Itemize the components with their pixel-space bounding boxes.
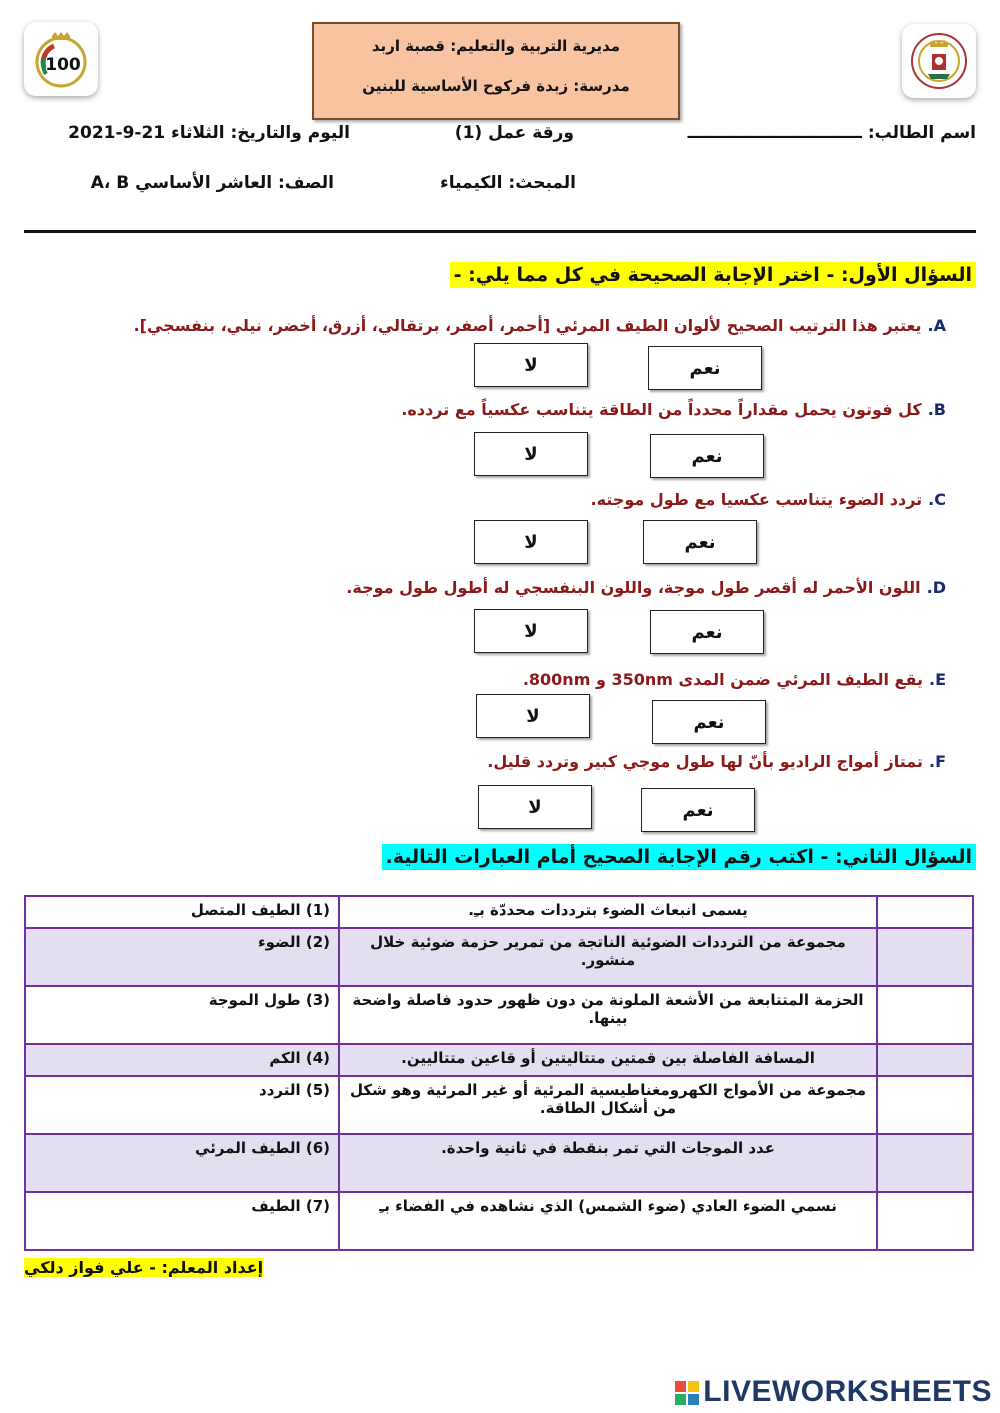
statement-cell: مجموعة من الترددات الضوئية الناتجة من تمرير حزمة ضوئية خلال منشور. <box>339 928 877 986</box>
item-text: تمتاز أمواج الراديو بأنّ لها طول موجي كبير وتردد قليل. <box>487 752 923 771</box>
worksheet-number: ورقة عمل (1) <box>454 123 574 143</box>
q1-e-no-box[interactable]: لا <box>476 694 590 738</box>
statement-cell: نسمي الضوء العادي (ضوء الشمس) الذي نشاهده في الفضاء بـِ <box>339 1192 877 1250</box>
answer-cell[interactable] <box>877 1044 973 1076</box>
item-letter: D. <box>926 578 946 597</box>
table-row <box>25 1044 973 1076</box>
statement-cell: عدد الموجات التي تمر بنقطة في ثانية واحدة. <box>339 1134 877 1192</box>
q1-a-no-box[interactable]: لا <box>474 343 588 387</box>
q1-item-a <box>134 316 946 335</box>
centennial-emblem-icon <box>30 28 92 90</box>
liveworksheets-watermark <box>675 1375 992 1409</box>
item-letter: E. <box>928 670 946 689</box>
item-text: تردد الضوء يتناسب عكسيا مع طول موجته. <box>590 490 923 509</box>
q1-b-no-box[interactable]: لا <box>474 432 588 476</box>
statement-cell: مجموعة من الأمواج الكهرومغناطيسية المرئية أو غير المرئية وهو شكل من أشكال الطاقة. <box>339 1076 877 1134</box>
q1-c-yes-box[interactable]: نعم <box>643 520 757 564</box>
q1-f-yes-box[interactable]: نعم <box>641 788 755 832</box>
matching-table <box>24 895 974 1251</box>
watermark-text: LIVEWORKSHEETS <box>703 1375 992 1408</box>
q1-d-yes-box[interactable]: نعم <box>650 610 764 654</box>
q1-title: السؤال الأول: - اختر الإجابة الصحيحة في كل مما يلي: - <box>450 262 976 288</box>
q1-e-yes-box[interactable]: نعم <box>652 700 766 744</box>
answer-cell[interactable] <box>877 1076 973 1134</box>
table-row <box>25 1076 973 1134</box>
q1-c-no-box[interactable]: لا <box>474 520 588 564</box>
table-row <box>25 986 973 1044</box>
answer-cell[interactable] <box>877 928 973 986</box>
item-text: اللون الأحمر له أقصر طول موجة، واللون البنفسجي له أطول طول موجة. <box>346 578 921 597</box>
item-letter: A. <box>927 316 946 335</box>
q1-item-e <box>523 670 946 689</box>
q1-b-yes-box[interactable]: نعم <box>650 434 764 478</box>
school-header <box>312 22 680 120</box>
q1-a-yes-box[interactable]: نعم <box>648 346 762 390</box>
teacher-credit: إعداد المعلم: - علي فواز دلكي <box>24 1258 264 1277</box>
subject-line: المبحث: الكيمياء <box>440 173 576 193</box>
student-name-field[interactable]: اسم الطالب: ــــــــــــــــــــــــــــــ <box>687 123 976 143</box>
school-name: مدرسة: زبدة فركوح الأساسية للبنين <box>362 77 630 95</box>
centennial-number: 100 <box>45 55 81 75</box>
item-text: يقع الطيف المرئي ضمن المدى 350nm و 800nm. <box>522 670 923 689</box>
header-divider <box>24 230 976 233</box>
item-letter: B. <box>927 400 946 419</box>
ministry-crest-icon <box>908 30 970 92</box>
date-line: اليوم والتاريخ: الثلاثاء 21-9-2021 <box>68 123 350 143</box>
term-cell: (1) الطيف المتصل <box>25 896 339 928</box>
term-cell: (5) التردد <box>25 1076 339 1134</box>
table-row <box>25 896 973 928</box>
item-text: يعتبر هذا الترتيب الصحيح لألوان الطيف المرئي [أحمر، أصفر، برتقالي، أزرق، أخضر، نيلي، بنفسجي]. <box>133 316 922 335</box>
item-text: كل فوتون يحمل مقداراً محدداً من الطاقة يتناسب عكسياً مع تردده. <box>401 400 922 419</box>
q1-item-d <box>346 578 946 597</box>
statement-cell: يسمى انبعاث الضوء بترددات محددّة بـِ. <box>339 896 877 928</box>
statement-cell: الحزمة المتتابعة من الأشعة الملونة من دون ظهور حدود فاصلة واضحة بينها. <box>339 986 877 1044</box>
q1-item-c <box>590 490 946 509</box>
q1-item-f <box>487 752 946 771</box>
term-cell: (6) الطيف المرئي <box>25 1134 339 1192</box>
q1-item-b <box>401 400 946 419</box>
item-letter: C. <box>928 490 946 509</box>
statement-cell: المسافة الفاصلة بين قمتين متتاليتين أو قاعين متتاليين. <box>339 1044 877 1076</box>
term-cell: (2) الضوء <box>25 928 339 986</box>
q1-f-no-box[interactable]: لا <box>478 785 592 829</box>
answer-cell[interactable] <box>877 896 973 928</box>
ministry-logo <box>902 24 976 98</box>
liveworksheets-logo-icon <box>675 1381 699 1405</box>
q1-d-no-box[interactable]: لا <box>474 609 588 653</box>
term-cell: (7) الطيف <box>25 1192 339 1250</box>
answer-cell[interactable] <box>877 1192 973 1250</box>
table-row <box>25 1192 973 1250</box>
answer-cell[interactable] <box>877 1134 973 1192</box>
table-row <box>25 1134 973 1192</box>
term-cell: (4) الكم <box>25 1044 339 1076</box>
directorate-name: مديرية التربية والتعليم: قصبة اربد <box>371 37 621 55</box>
table-row <box>25 928 973 986</box>
centennial-logo <box>24 22 98 96</box>
class-line: الصف: العاشر الأساسي A، B <box>90 173 334 193</box>
term-cell: (3) طول الموجة <box>25 986 339 1044</box>
item-letter: F. <box>928 752 946 771</box>
answer-cell[interactable] <box>877 986 973 1044</box>
q2-title: السؤال الثاني: - اكتب رقم الإجابة الصحيح أمام العبارات التالية. <box>382 844 976 870</box>
